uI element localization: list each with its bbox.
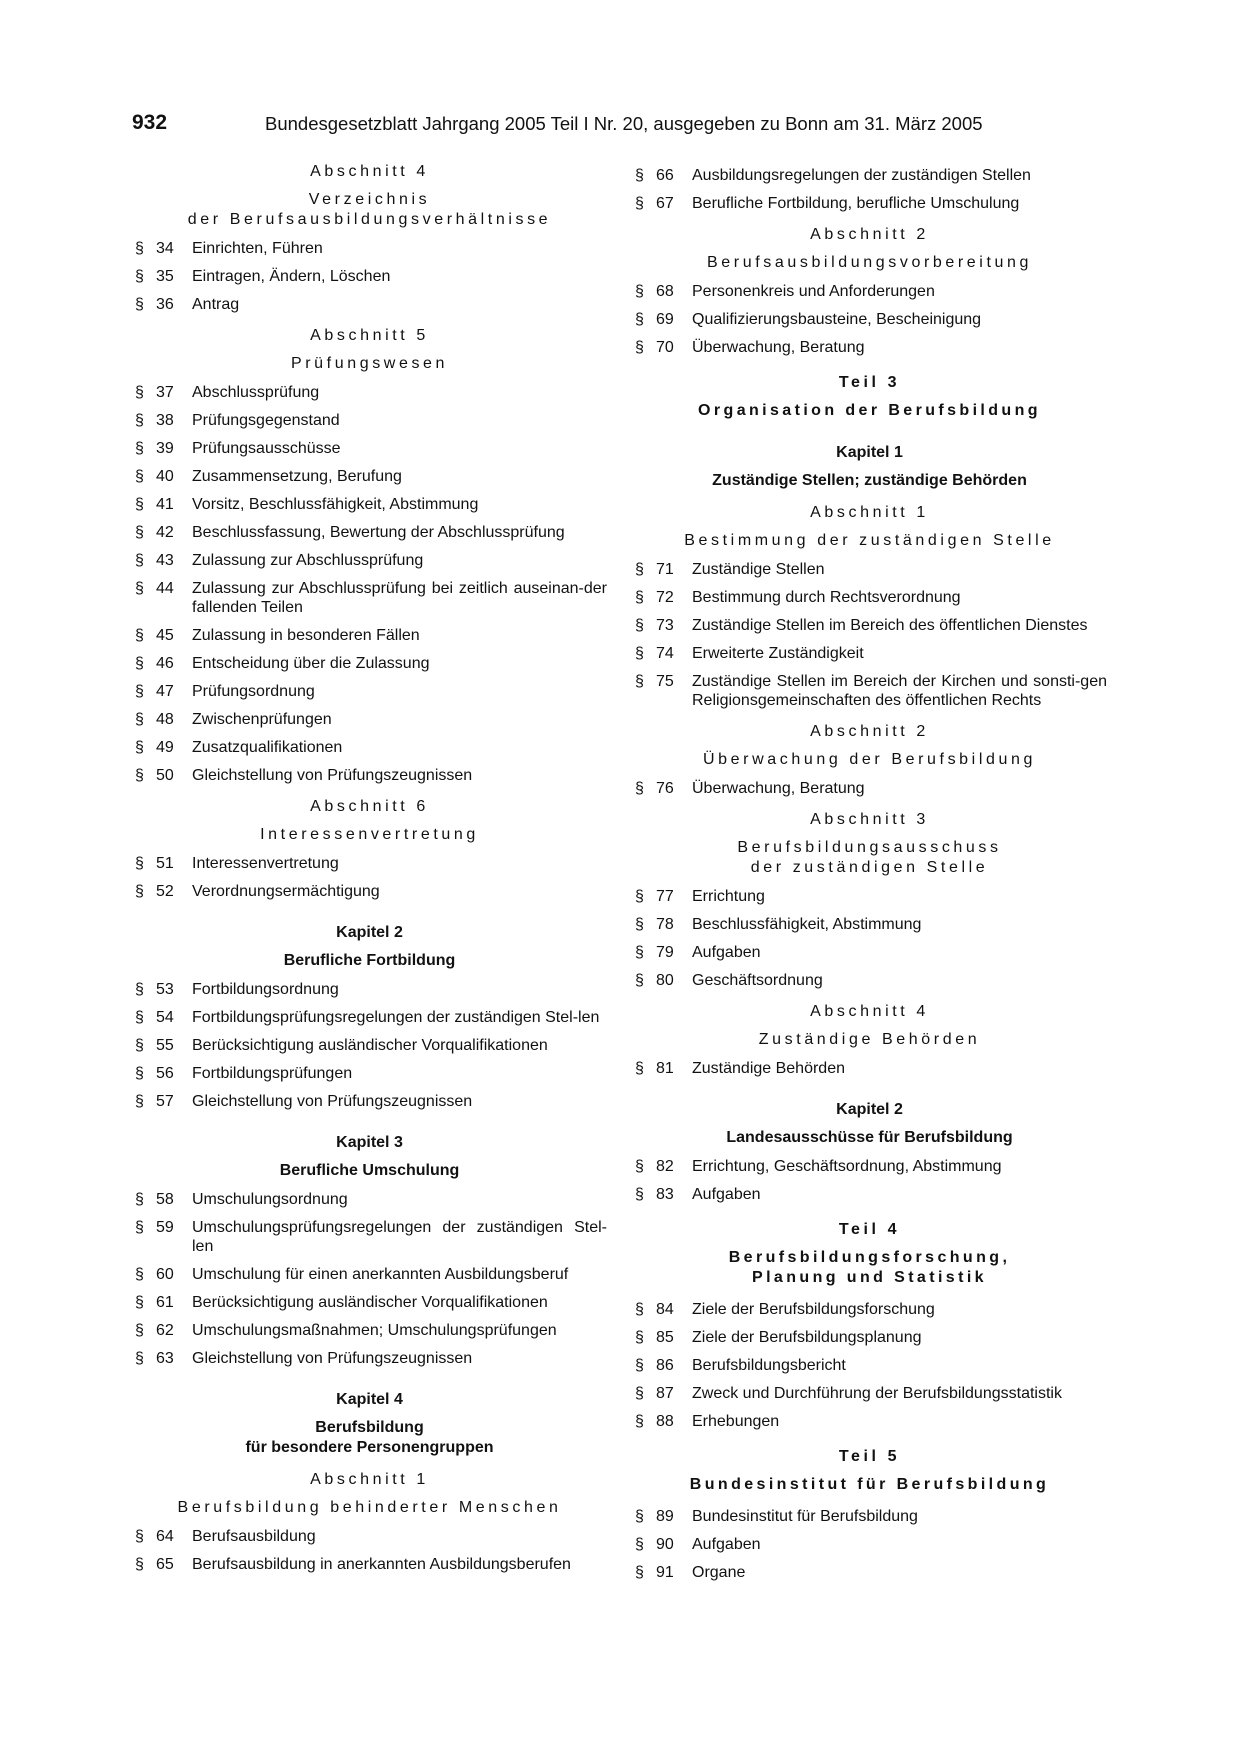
section-title: Abschlussprüfung — [192, 384, 320, 401]
section-title: Zwischenprüfungen — [192, 711, 332, 728]
paragraph-symbol: § — [135, 1037, 144, 1054]
section-title: Qualifizierungsbausteine, Bescheinigung — [692, 311, 982, 328]
toc-entry — [132, 1293, 607, 1312]
toc-entry — [132, 682, 607, 701]
section-number: 56 — [156, 1065, 174, 1082]
section-number: 48 — [156, 711, 174, 728]
toc-entry — [132, 383, 607, 402]
section-title: Zuständige Stellen im Bereich der Kirchen und sonsti-gen Religionsgemeinschaften des öffentlichen Rechts — [692, 673, 1107, 709]
section-title: Berufliche Fortbildung, berufliche Umschulung — [692, 195, 1020, 212]
kapitel-heading: Kapitel 3 — [336, 1134, 403, 1151]
teil-subtitle: Bundesinstitut für Berufsbildung — [689, 1476, 1050, 1493]
paragraph-symbol: § — [135, 655, 144, 672]
section-number: 49 — [156, 739, 174, 756]
toc-entry — [632, 644, 1107, 663]
toc-entry — [132, 411, 607, 430]
kapitel-subtitle: Berufsbildung für besondere Personengruppen — [245, 1419, 494, 1456]
section-title: Fortbildungsordnung — [192, 981, 339, 998]
section-title: Aufgaben — [692, 944, 761, 961]
abschnitt-subtitle: Berufsbildungsausschuss der zuständigen Stelle — [737, 839, 1002, 876]
section-number: 57 — [156, 1093, 174, 1110]
paragraph-symbol: § — [635, 1158, 644, 1175]
section-number: 86 — [656, 1357, 674, 1374]
paragraph-symbol: § — [135, 240, 144, 257]
teil-heading: Teil 5 — [838, 1448, 901, 1465]
toc-entry — [632, 971, 1107, 990]
abschnitt-heading: Abschnitt 2 — [810, 226, 929, 243]
section-title: Organe — [692, 1564, 746, 1581]
section-number: 64 — [156, 1528, 174, 1545]
section-number: 44 — [156, 580, 174, 597]
paragraph-symbol: § — [635, 944, 644, 961]
section-title: Errichtung — [692, 888, 765, 905]
paragraph-symbol: § — [135, 1191, 144, 1208]
section-number: 37 — [156, 384, 174, 401]
abschnitt-subtitle: Verzeichnis der Berufsausbildungsverhältnisse — [187, 191, 552, 228]
paragraph-symbol: § — [635, 339, 644, 356]
toc-entry — [632, 672, 1107, 710]
section-number: 89 — [656, 1508, 674, 1525]
section-number: 45 — [156, 627, 174, 644]
section-number: 90 — [656, 1536, 674, 1553]
abschnitt-heading: Abschnitt 2 — [810, 723, 929, 740]
paragraph-symbol: § — [135, 855, 144, 872]
toc-entry — [132, 495, 607, 514]
paragraph-symbol: § — [635, 167, 644, 184]
section-number: 50 — [156, 767, 174, 784]
section-title: Zuständige Stellen — [692, 561, 825, 578]
section-title: Aufgaben — [692, 1186, 761, 1203]
paragraph-symbol: § — [135, 1219, 144, 1236]
toc-entry — [632, 282, 1107, 301]
teil-subtitle: Berufsbildungsforschung, Planung und Statistik — [728, 1249, 1011, 1286]
section-number: 66 — [656, 167, 674, 184]
page-number: 932 — [132, 111, 168, 134]
toc-entry — [132, 654, 607, 673]
section-title: Zulassung zur Abschlussprüfung — [192, 552, 424, 569]
toc-entry — [132, 766, 607, 785]
abschnitt-heading: Abschnitt 6 — [310, 798, 429, 815]
abschnitt-heading: Abschnitt 4 — [810, 1003, 929, 1020]
section-title: Personenkreis und Anforderungen — [692, 283, 935, 300]
toc-entry — [132, 738, 607, 757]
toc-entry — [132, 1527, 607, 1546]
section-title: Umschulungsordnung — [192, 1191, 348, 1208]
section-number: 52 — [156, 883, 174, 900]
toc-entry — [632, 943, 1107, 962]
abschnitt-heading: Abschnitt 4 — [310, 163, 429, 180]
paragraph-symbol: § — [635, 645, 644, 662]
toc-entry — [132, 1036, 607, 1055]
section-number: 36 — [156, 296, 174, 313]
toc-entry — [632, 887, 1107, 906]
kapitel-subtitle: Berufliche Umschulung — [279, 1162, 460, 1179]
section-title: Ziele der Berufsbildungsplanung — [692, 1329, 922, 1346]
section-number: 59 — [156, 1219, 174, 1236]
toc-entry — [132, 267, 607, 286]
toc-entry — [132, 1555, 607, 1574]
section-title: Berücksichtigung ausländischer Vorqualifikationen — [192, 1037, 548, 1054]
paragraph-symbol: § — [135, 412, 144, 429]
paragraph-symbol: § — [135, 1350, 144, 1367]
paragraph-symbol: § — [135, 440, 144, 457]
paragraph-symbol: § — [635, 617, 644, 634]
toc-entry — [132, 1265, 607, 1284]
kapitel-subtitle: Berufliche Fortbildung — [283, 952, 456, 969]
kapitel-subtitle: Zuständige Stellen; zuständige Behörden — [712, 472, 1027, 489]
section-number: 54 — [156, 1009, 174, 1026]
section-title: Berufsausbildung — [192, 1528, 316, 1545]
toc-entry — [132, 551, 607, 570]
section-number: 71 — [656, 561, 674, 578]
toc-entry — [132, 1218, 607, 1256]
section-title: Aufgaben — [692, 1536, 761, 1553]
section-number: 83 — [656, 1186, 674, 1203]
toc-entry — [132, 626, 607, 645]
toc-entry — [132, 295, 607, 314]
toc-entry — [632, 588, 1107, 607]
section-number: 78 — [656, 916, 674, 933]
section-title: Fortbildungsprüfungen — [192, 1065, 353, 1082]
paragraph-symbol: § — [135, 883, 144, 900]
section-title: Einrichten, Führen — [192, 240, 323, 257]
paragraph-symbol: § — [635, 1564, 644, 1581]
toc-entry — [132, 1349, 607, 1368]
paragraph-symbol: § — [135, 1009, 144, 1026]
section-number: 55 — [156, 1037, 174, 1054]
paragraph-symbol: § — [135, 981, 144, 998]
paragraph-symbol: § — [635, 283, 644, 300]
toc-entry — [632, 779, 1107, 798]
toc-entry — [632, 1535, 1107, 1554]
section-title: Bestimmung durch Rechtsverordnung — [692, 589, 961, 606]
toc-entry — [132, 1008, 607, 1027]
paragraph-symbol: § — [635, 195, 644, 212]
toc-entry — [632, 166, 1107, 185]
section-number: 84 — [656, 1301, 674, 1318]
section-number: 46 — [156, 655, 174, 672]
right-column — [632, 162, 1107, 1591]
section-number: 63 — [156, 1350, 174, 1367]
paragraph-symbol: § — [635, 780, 644, 797]
abschnitt-subtitle: Berufsbildung behinderter Menschen — [177, 1499, 562, 1516]
section-number: 40 — [156, 468, 174, 485]
section-number: 74 — [656, 645, 674, 662]
kapitel-heading: Kapitel 4 — [336, 1391, 403, 1408]
section-title: Zusatzqualifikationen — [192, 739, 343, 756]
paragraph-symbol: § — [635, 561, 644, 578]
section-number: 81 — [656, 1060, 674, 1077]
section-number: 67 — [656, 195, 674, 212]
paragraph-symbol: § — [135, 296, 144, 313]
section-title: Errichtung, Geschäftsordnung, Abstimmung — [692, 1158, 1002, 1175]
toc-entry — [132, 882, 607, 901]
section-number: 42 — [156, 524, 174, 541]
paragraph-symbol: § — [135, 580, 144, 597]
kapitel-subtitle: Landesausschüsse für Berufsbildung — [726, 1129, 1013, 1146]
section-number: 39 — [156, 440, 174, 457]
toc-entry — [632, 194, 1107, 213]
section-number: 79 — [656, 944, 674, 961]
toc-entry — [632, 1328, 1107, 1347]
toc-entry — [632, 1300, 1107, 1319]
section-number: 80 — [656, 972, 674, 989]
section-number: 72 — [656, 589, 674, 606]
section-title: Erhebungen — [692, 1413, 780, 1430]
section-number: 34 — [156, 240, 174, 257]
abschnitt-heading: Abschnitt 1 — [310, 1471, 429, 1488]
abschnitt-subtitle: Interessenvertretung — [260, 826, 479, 843]
toc-entry — [132, 980, 607, 999]
section-title: Prüfungsausschüsse — [192, 440, 341, 457]
section-title: Beschlussfähigkeit, Abstimmung — [692, 916, 922, 933]
section-title: Entscheidung über die Zulassung — [192, 655, 430, 672]
toc-entry — [632, 1356, 1107, 1375]
section-title: Eintragen, Ändern, Löschen — [192, 268, 391, 285]
section-title: Zuständige Stellen im Bereich des öffentlichen Dienstes — [692, 617, 1088, 634]
paragraph-symbol: § — [635, 1301, 644, 1318]
paragraph-symbol: § — [135, 1266, 144, 1283]
section-title: Ausbildungsregelungen der zuständigen Stellen — [692, 167, 1031, 184]
section-number: 69 — [656, 311, 674, 328]
paragraph-symbol: § — [635, 1060, 644, 1077]
section-number: 47 — [156, 683, 174, 700]
toc-entry — [132, 1321, 607, 1340]
section-number: 82 — [656, 1158, 674, 1175]
section-number: 87 — [656, 1385, 674, 1402]
section-number: 60 — [156, 1266, 174, 1283]
section-number: 70 — [656, 339, 674, 356]
section-title: Zuständige Behörden — [692, 1060, 845, 1077]
section-title: Zweck und Durchführung der Berufsbildungsstatistik — [692, 1385, 1062, 1402]
abschnitt-heading: Abschnitt 1 — [810, 504, 929, 521]
section-title: Interessenvertretung — [192, 855, 339, 872]
toc-entry — [132, 1064, 607, 1083]
paragraph-symbol: § — [635, 311, 644, 328]
section-title: Gleichstellung von Prüfungszeugnissen — [192, 1093, 473, 1110]
paragraph-symbol: § — [135, 268, 144, 285]
section-title: Berücksichtigung ausländischer Vorqualifikationen — [192, 1294, 548, 1311]
section-number: 73 — [656, 617, 674, 634]
section-title: Antrag — [192, 296, 240, 313]
teil-heading: Teil 4 — [838, 1221, 901, 1238]
section-title: Gleichstellung von Prüfungszeugnissen — [192, 1350, 473, 1367]
paragraph-symbol: § — [635, 1536, 644, 1553]
section-title: Umschulung für einen anerkannten Ausbildungsberuf — [192, 1266, 569, 1283]
toc-entry — [632, 338, 1107, 357]
abschnitt-heading: Abschnitt 3 — [810, 811, 929, 828]
section-title: Umschulungsprüfungsregelungen der zuständigen Stel-len — [192, 1219, 607, 1255]
section-title: Vorsitz, Beschlussfähigkeit, Abstimmung — [192, 496, 479, 513]
section-number: 53 — [156, 981, 174, 998]
section-title: Prüfungsgegenstand — [192, 412, 340, 429]
abschnitt-heading: Abschnitt 5 — [310, 327, 429, 344]
toc-entry — [132, 579, 607, 617]
paragraph-symbol: § — [135, 627, 144, 644]
section-title: Erweiterte Zuständigkeit — [692, 645, 864, 662]
paragraph-symbol: § — [635, 1413, 644, 1430]
paragraph-symbol: § — [135, 552, 144, 569]
section-title: Berufsbildungsbericht — [692, 1357, 846, 1374]
toc-entry — [132, 854, 607, 873]
left-column — [132, 162, 607, 1583]
toc-entry — [132, 467, 607, 486]
section-number: 38 — [156, 412, 174, 429]
section-number: 58 — [156, 1191, 174, 1208]
section-number: 61 — [156, 1294, 174, 1311]
toc-entry — [632, 310, 1107, 329]
section-title: Prüfungsordnung — [192, 683, 315, 700]
section-title: Fortbildungsprüfungsregelungen der zuständigen Stel-len — [192, 1009, 600, 1026]
toc-entry — [632, 1157, 1107, 1176]
paragraph-symbol: § — [135, 1322, 144, 1339]
teil-subtitle: Organisation der Berufsbildung — [698, 402, 1041, 419]
section-title: Überwachung, Beratung — [692, 339, 865, 356]
paragraph-symbol: § — [635, 1329, 644, 1346]
toc-entry — [132, 710, 607, 729]
toc-entry — [132, 439, 607, 458]
toc-entry — [132, 1092, 607, 1111]
toc-entry — [132, 1190, 607, 1209]
paragraph-symbol: § — [135, 384, 144, 401]
section-number: 65 — [156, 1556, 174, 1573]
paragraph-symbol: § — [635, 1186, 644, 1203]
paragraph-symbol: § — [135, 1556, 144, 1573]
paragraph-symbol: § — [135, 468, 144, 485]
page-header — [132, 111, 1112, 137]
section-title: Berufsausbildung in anerkannten Ausbildungsberufen — [192, 1556, 571, 1573]
paragraph-symbol: § — [135, 1065, 144, 1082]
toc-entry — [632, 1185, 1107, 1204]
section-title: Zulassung zur Abschlussprüfung bei zeitlich auseinan-der fallenden Teilen — [192, 580, 607, 616]
section-number: 62 — [156, 1322, 174, 1339]
section-number: 68 — [656, 283, 674, 300]
abschnitt-subtitle: Bestimmung der zuständigen Stelle — [684, 532, 1055, 549]
teil-heading: Teil 3 — [838, 374, 901, 391]
section-number: 88 — [656, 1413, 674, 1430]
toc-entry — [632, 1059, 1107, 1078]
section-number: 76 — [656, 780, 674, 797]
section-number: 51 — [156, 855, 174, 872]
paragraph-symbol: § — [635, 673, 644, 690]
paragraph-symbol: § — [635, 589, 644, 606]
toc-entry — [632, 1507, 1107, 1526]
kapitel-heading: Kapitel 1 — [836, 444, 903, 461]
paragraph-symbol: § — [635, 972, 644, 989]
paragraph-symbol: § — [135, 767, 144, 784]
section-title: Beschlussfassung, Bewertung der Abschlussprüfung — [192, 524, 565, 541]
abschnitt-subtitle: Berufsausbildungsvorbereitung — [707, 254, 1032, 271]
section-number: 75 — [656, 673, 674, 690]
section-title: Ziele der Berufsbildungsforschung — [692, 1301, 935, 1318]
toc-entry — [632, 915, 1107, 934]
paragraph-symbol: § — [135, 496, 144, 513]
kapitel-heading: Kapitel 2 — [336, 924, 403, 941]
section-title: Überwachung, Beratung — [692, 780, 865, 797]
section-title: Zusammensetzung, Berufung — [192, 468, 402, 485]
section-number: 43 — [156, 552, 174, 569]
section-number: 35 — [156, 268, 174, 285]
toc-entry — [632, 1412, 1107, 1431]
toc-entry — [632, 616, 1107, 635]
paragraph-symbol: § — [135, 524, 144, 541]
section-title: Geschäftsordnung — [692, 972, 823, 989]
paragraph-symbol: § — [635, 916, 644, 933]
paragraph-symbol: § — [135, 1093, 144, 1110]
paragraph-symbol: § — [135, 1294, 144, 1311]
abschnitt-subtitle: Prüfungswesen — [290, 355, 449, 372]
section-title: Verordnungsermächtigung — [192, 883, 380, 900]
section-title: Gleichstellung von Prüfungszeugnissen — [192, 767, 473, 784]
paragraph-symbol: § — [635, 1508, 644, 1525]
abschnitt-subtitle: Überwachung der Berufsbildung — [703, 751, 1036, 768]
paragraph-symbol: § — [135, 1528, 144, 1545]
paragraph-symbol: § — [135, 683, 144, 700]
section-number: 91 — [656, 1564, 674, 1581]
toc-entry — [132, 523, 607, 542]
paragraph-symbol: § — [635, 1357, 644, 1374]
paragraph-symbol: § — [135, 739, 144, 756]
paragraph-symbol: § — [635, 1385, 644, 1402]
section-number: 77 — [656, 888, 674, 905]
publication-title: Bundesgesetzblatt Jahrgang 2005 Teil I Nr. 20, ausgegeben zu Bonn am 31. März 2005 — [265, 113, 983, 134]
section-number: 41 — [156, 496, 174, 513]
section-title: Zulassung in besonderen Fällen — [192, 627, 420, 644]
paragraph-symbol: § — [135, 711, 144, 728]
toc-entry — [632, 1384, 1107, 1403]
section-title: Umschulungsmaßnahmen; Umschulungsprüfungen — [192, 1322, 557, 1339]
paragraph-symbol: § — [635, 888, 644, 905]
section-title: Bundesinstitut für Berufsbildung — [692, 1508, 918, 1525]
kapitel-heading: Kapitel 2 — [836, 1101, 903, 1118]
toc-entry — [132, 239, 607, 258]
section-number: 85 — [656, 1329, 674, 1346]
abschnitt-subtitle: Zuständige Behörden — [758, 1031, 981, 1048]
toc-entry — [632, 1563, 1107, 1582]
toc-entry — [632, 560, 1107, 579]
